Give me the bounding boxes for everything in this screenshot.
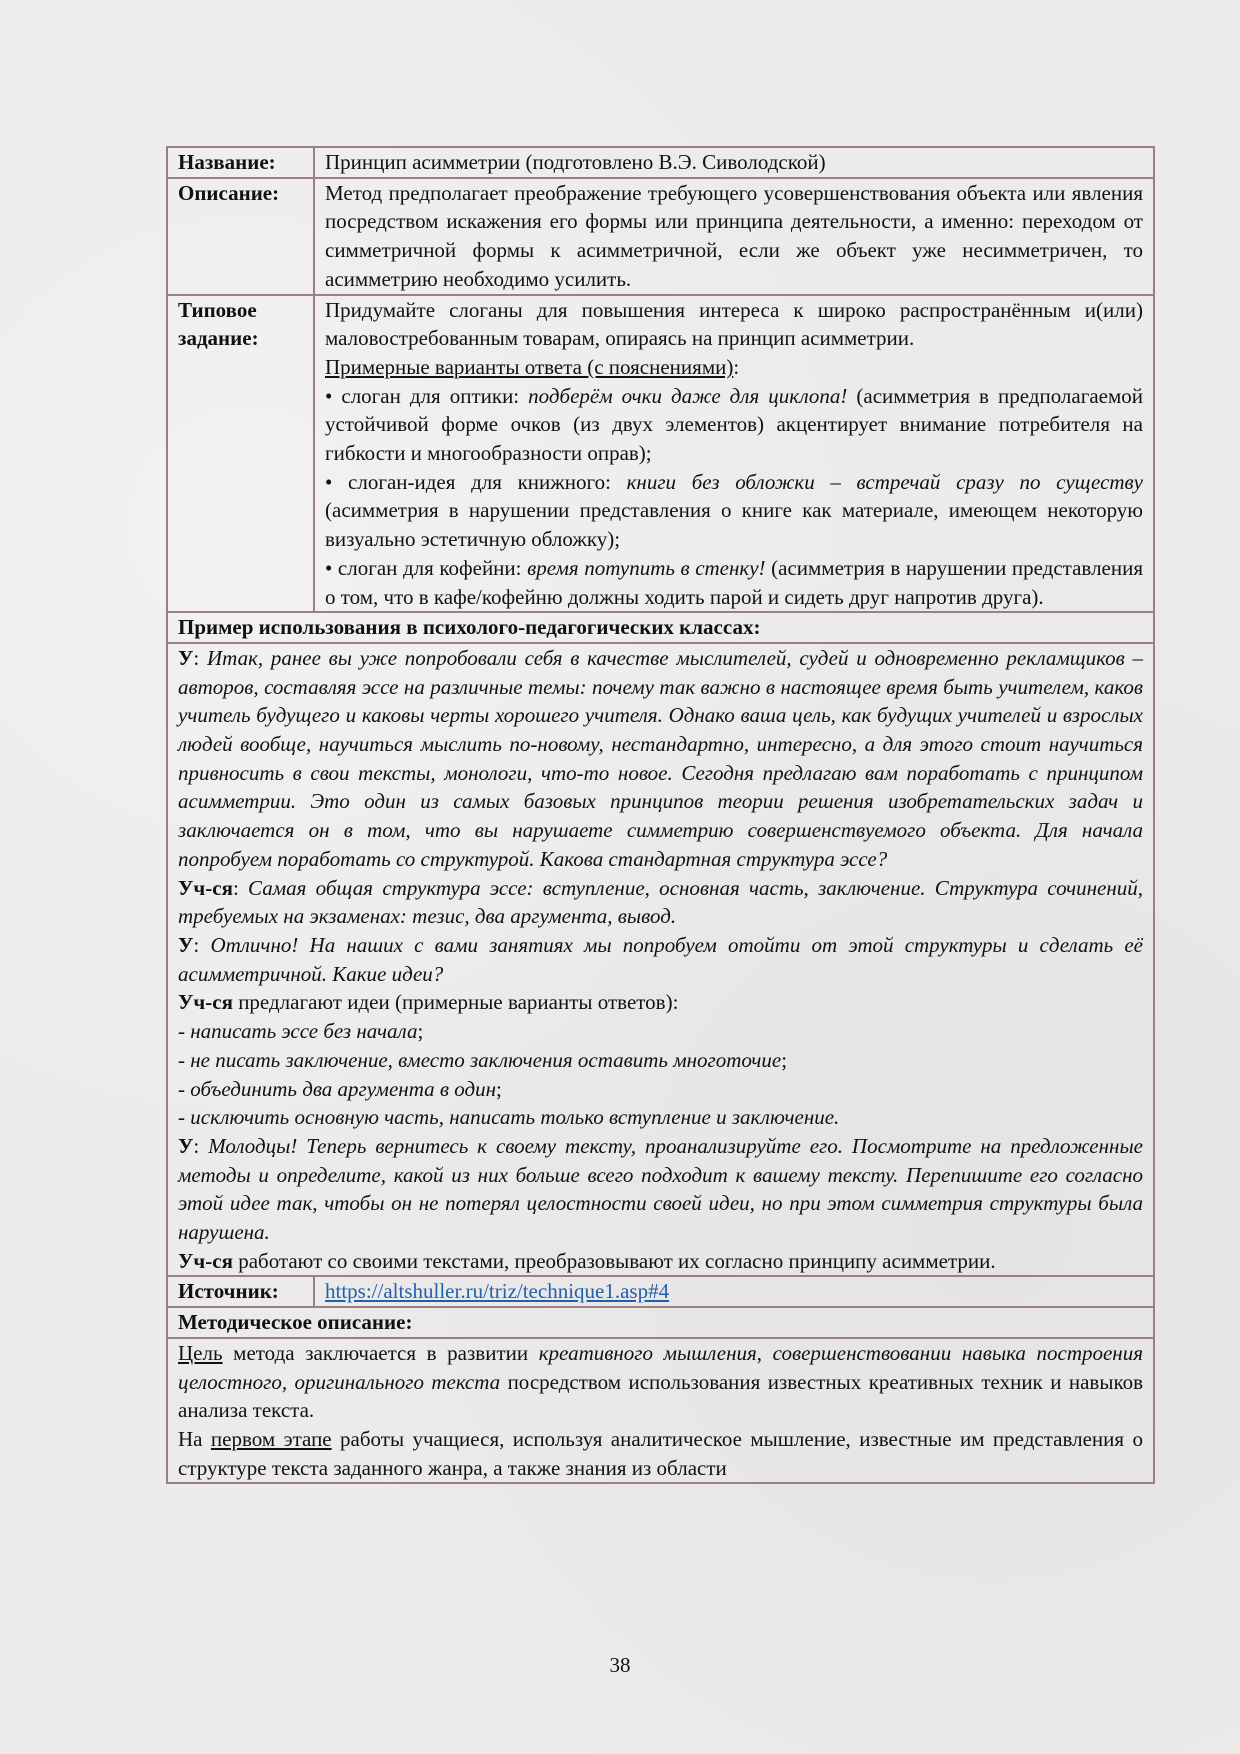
row-usage [167,643,1154,1276]
task-value [314,295,1154,613]
method-goal: Цель метода заключается в развитии креативного мышления, совершенствовании навыка построения целостного, оригинального текста посредством использования известных креативных техник и навыков анализа текста. [178,1340,1143,1423]
row-method-heading [167,1307,1154,1338]
method-heading: Методическое описание: [167,1307,1154,1338]
source-label: Источник: [167,1276,314,1307]
row-source [167,1276,1154,1307]
task-answers-heading-line: Примерные варианты ответа (с пояснениями): [325,354,740,379]
slogan-text: время потупить в стенку! [527,555,766,580]
speaker: У [178,645,194,670]
task-item: • слоган-идея для книжного: книги без обложки – встречай сразу по существу (асимметрия в нарушении представления о книге как материале, имеющем некоторую визуально эстетичную обложку); [325,469,1143,552]
method-card [166,146,1155,1484]
speaker: Уч-ся [178,1248,233,1273]
source-value [314,1276,1154,1307]
method-table [166,146,1155,1484]
speaker: Уч-ся [178,990,233,1015]
usage-heading: Пример использования в психолого-педагогических классах: [167,612,1154,643]
dialogue-line: Уч-ся предлагают идеи (примерные варианты ответов): [178,990,679,1015]
idea-item: - исключить основную часть, написать только вступление и заключение. [178,1105,840,1130]
dialogue-line: Уч-ся работают со своими текстами, преобразовывают их согласно принципу асимметрии. [178,1248,996,1273]
row-description [167,178,1154,295]
slogan-text: книги без обложки – встречай сразу по существу [626,469,1143,494]
usage-content [167,643,1154,1276]
task-intro: Придумайте слоганы для повышения интереса к широко распространённым и(или) маловостребованным товарам, опираясь на принцип асимметрии. [325,297,1143,351]
dialogue-line: Уч-ся: Самая общая структура эссе: вступление, основная часть, заключение. Структура сочинений, требуемых на экзаменах: тезис, два аргумента, вывод. [178,875,1143,929]
task-item: • слоган для оптики: подберём очки даже для циклопа! (асимметрия в предполагаемой устойчивой форме очков (из двух элементов) акцентирует внимание потребителя на гибкости и многообразности оправ); [325,383,1143,466]
name-value: Принцип асимметрии (подготовлено В.Э. Сиволодской) [314,147,1154,178]
dialogue-line: У: Молодцы! Теперь вернитесь к своему тексту, проанализируйте его. Посмотрите на предложенные методы и определите, какой из них больше всего подходит к вашему тексту. Перепишите его согласно этой идее так, чтобы он не потерял целостности своей идеи, но при этом симметрия структуры была нарушена. [178,1133,1143,1245]
speaker: У [178,932,194,957]
task-label: Типовое задание: [167,295,314,613]
row-task [167,295,1154,613]
task-answers-heading: Примерные варианты ответа (с пояснениями) [325,354,734,379]
method-content [167,1338,1154,1484]
slogan-text: подберём очки даже для циклопа! [528,383,848,408]
row-usage-heading [167,612,1154,643]
source-link[interactable]: https://altshuller.ru/triz/technique1.asp#4 [325,1279,670,1304]
idea-item: - написать эссе без начала; [178,1019,424,1044]
task-item: • слоган для кофейни: время потупить в стенку! (асимметрия в нарушении представления о том, что в кафе/кофейню должны ходить парой и сидеть друг напротив друга). [325,555,1143,609]
speaker: У [178,1133,194,1158]
method-stage: На первом этапе работы учащиеся, используя аналитическое мышление, известные им представления о структуре текста заданного жанра, а также знания из области [178,1426,1143,1480]
page-number: 38 [609,1653,631,1677]
row-method [167,1338,1154,1484]
speaker: Уч-ся [178,875,233,900]
idea-item: - не писать заключение, вместо заключения оставить многоточие; [178,1047,788,1072]
name-label: Название: [167,147,314,178]
dialogue-line: У: Итак, ранее вы уже попробовали себя в качестве мыслителей, судей и одновременно рекламщиков – авторов, составляя эссе на различные темы: почему так важно в настоящее время быть учителем, каков учитель будущего и каковы черты хорошего учителя. Однако ваша цель, как будущих учителей и взрослых людей вообще, научиться мыслить по-новому, нестандартно, интересно, а для этого стоит научиться привносить в свои тексты, монологи, что-то новое. Сегодня предлагаю вам поработать с принципом асимметрии. Это один из самых базовых принципов теории решения изобретательских задач и заключается он в том, что вы нарушаете симметрию совершенствуемого объекта. Для начала попробуем поработать со структурой. Какова стандартная структура эссе? [178,645,1143,871]
description-label: Описание: [167,178,314,295]
dialogue-line: У: Отлично! На наших с вами занятиях мы попробуем отойти от этой структуры и сделать её асимметричной. Какие идеи? [178,932,1143,986]
idea-item: - объединить два аргумента в один; [178,1076,502,1101]
row-name [167,147,1154,178]
description-value: Метод предполагает преображение требующего усовершенствования объекта или явления посредством искажения его формы или принципа деятельности, а именно: переходом от симметричной формы к асимметричной, если же объект уже несимметричен, то асимметрию необходимо усилить. [314,178,1154,295]
